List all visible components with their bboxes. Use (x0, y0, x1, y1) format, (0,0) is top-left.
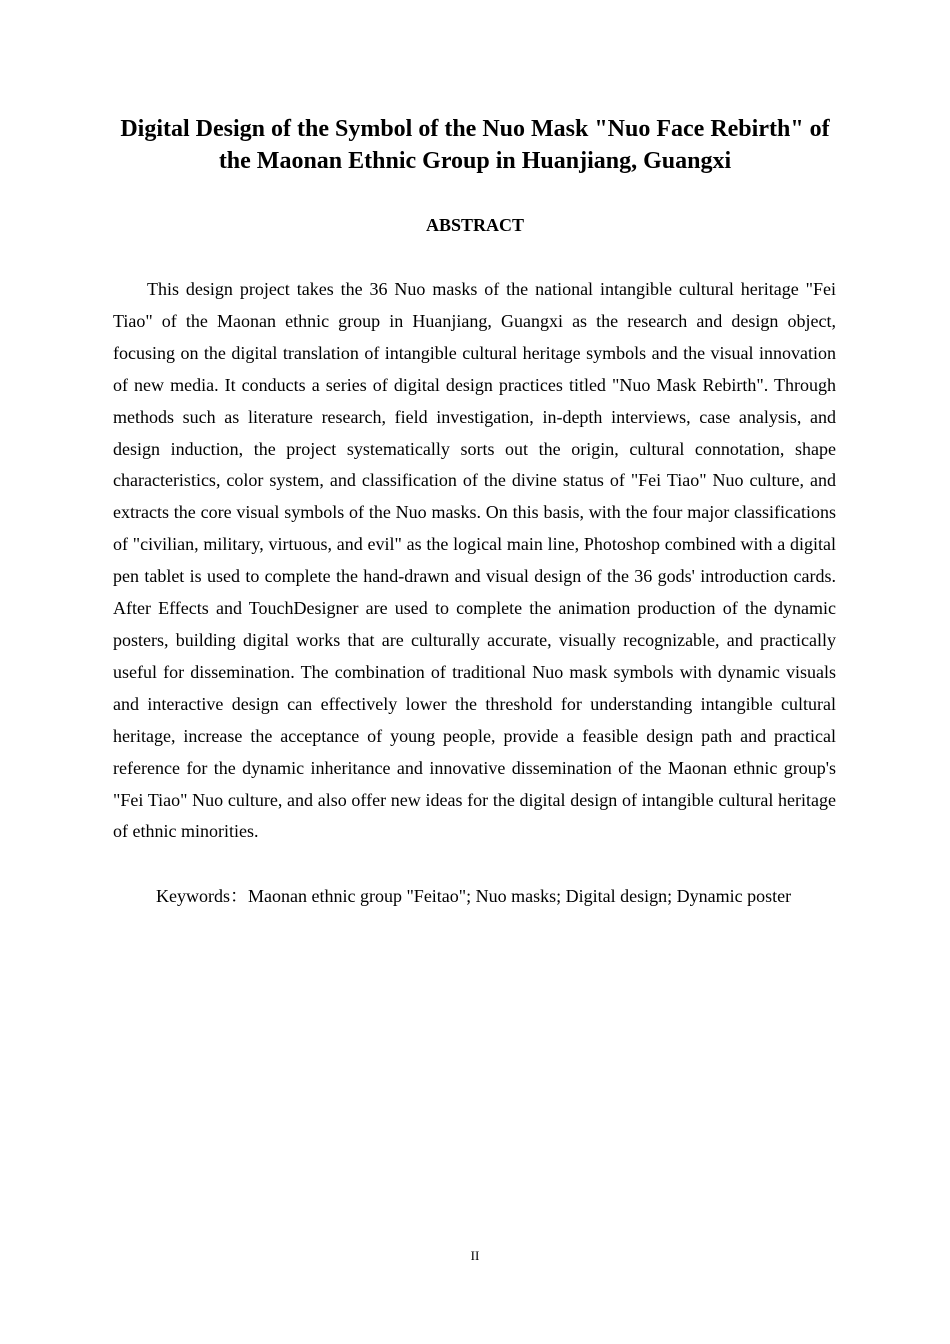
keywords-label: Keywords： (156, 886, 248, 906)
document-title: Digital Design of the Symbol of the Nuo Mask "Nuo Face Rebirth" of the Maonan Ethnic Group in Huanjiang, Guangxi (120, 116, 830, 174)
keywords-text: Maonan ethnic group "Feitao"; Nuo masks; Digital design; Dynamic poster (248, 886, 792, 906)
page-number: II (470, 1248, 480, 1263)
abstract-heading: ABSTRACT (425, 215, 525, 235)
abstract-body: This design project takes the 36 Nuo masks of the national intangible cultural heritage "Fei Tiao" of the Maonan ethnic group in Huanjiang, Guangxi as the research and design object, focusing on the digital translation of intangible cultural heritage symbols and the visual innovation of new media. It conducts a series of digital design practices titled "Nuo Mask Rebirth". Through methods such as literature research, field investigation, in-depth interviews, case analysis, and design induction, the project systematically sorts out the origin, cultural connotation, shape characteristics, color system, and classification of the divine status of "Fei Tiao" Nuo culture, and extracts the core visual symbols of the Nuo masks. On this basis, with the four major classifications of "civilian, military, virtuous, and evil" as the logical main line, Photoshop combined with a digital pen tablet is used to complete the hand-drawn and visual design of the 36 gods' introduction cards. After Effects and TouchDesigner are used to complete the animation production of the dynamic posters, building digital works that are culturally accurate, visually recognizable, and practically useful for dissemination. The combination of traditional Nuo mask symbols with dynamic visuals and interactive design can effectively lower the threshold for understanding intangible cultural heritage, increase the acceptance of young people, provide a feasible design path and practical reference for the dynamic inheritance and innovative dissemination of the Maonan ethnic group's "Fei Tiao" Nuo culture, and also offer new ideas for the digital design of intangible cultural heritage of ethnic minorities. (113, 279, 836, 842)
keywords-line (113, 881, 836, 913)
